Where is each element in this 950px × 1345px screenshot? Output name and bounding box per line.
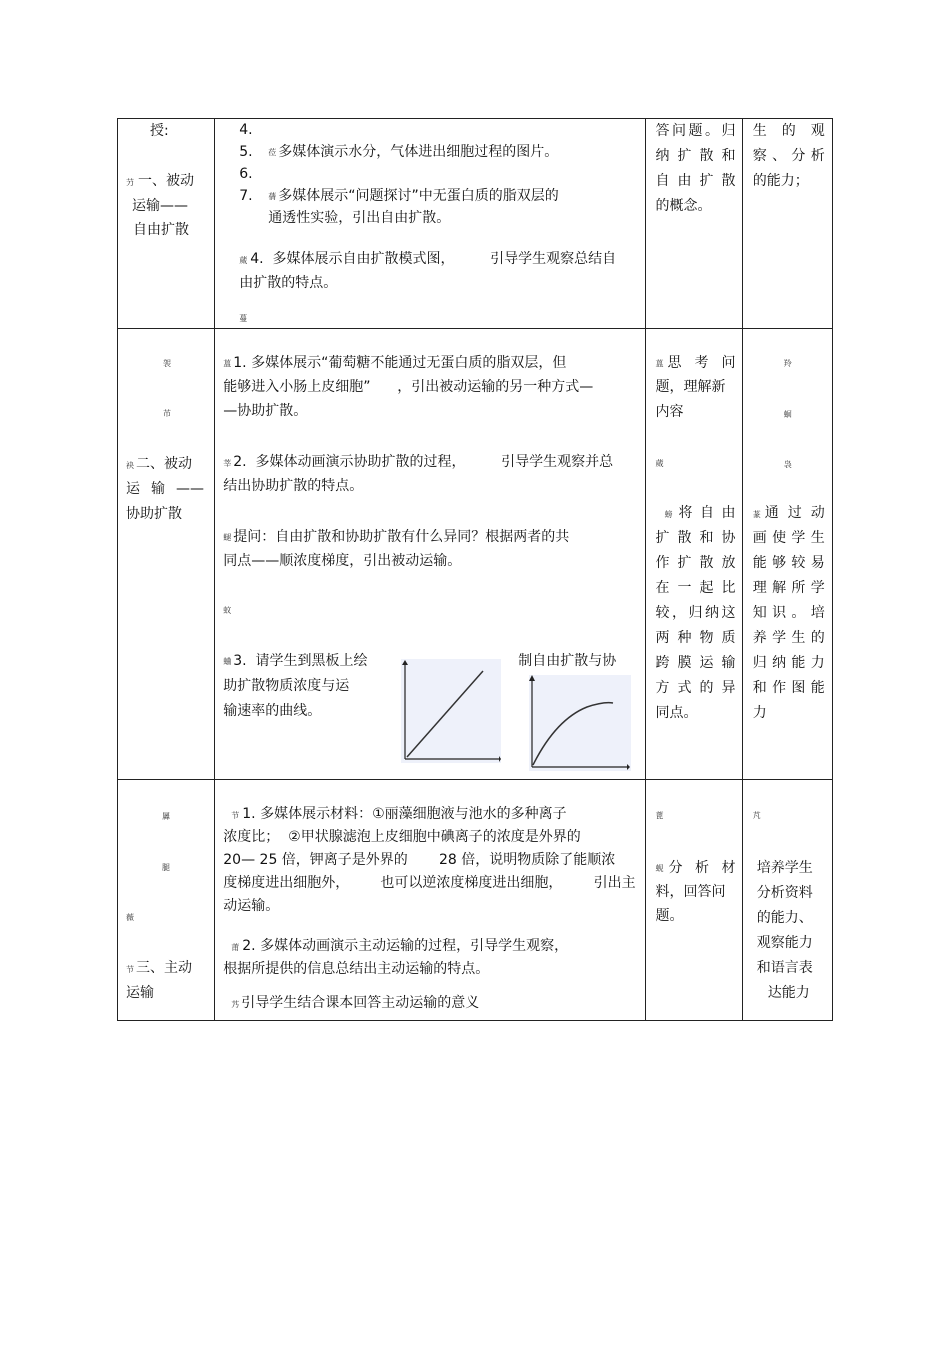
activity-text: 1. 多媒体展示材料：①丽藻细胞液与池水的多种离子 [242,806,567,822]
student-text: 内容 [655,404,684,420]
intent-text: 的能力、 [756,910,813,926]
marker-glyph: 蛐 [223,657,232,666]
intent-cell [742,329,832,780]
section-title-line: 三、主动 [136,960,192,976]
activity-text: 根据所提供的信息总结出主动运输的特点。 [223,961,490,977]
linear-curve [407,671,483,757]
section-title-line: 运输 [126,985,154,1001]
marker-glyph: 蒃 [752,510,761,519]
intent-text: 培养学生 [756,860,813,876]
intent-text: 观察能力 [756,935,813,951]
x-axis-arrow [627,764,630,770]
marker-glyph: 芇 [163,409,171,418]
student-text: 在一起比 [655,580,736,596]
activity-text: 引导学生结合课本回答主动运输的意义 [241,995,480,1011]
section-title-line: 协助扩散 [126,506,182,522]
student-text: 题，理解新 [655,379,726,395]
activity-text: 由扩散的特点。 [239,275,338,291]
student-text: 方式的异 [655,680,736,696]
activity-text: 能够进入小肠上皮细胞” ，引出被动运输的另一种方式— [223,379,594,395]
intent-text: 通过动 [764,505,825,521]
activity-text: 2. 多媒体动画演示主动运输的过程，引导学生观察， [242,938,569,954]
section-cell [118,780,215,1021]
activity-text: 2. 多媒体动画演示协助扩散的过程， 引导学生观察并总 [233,454,614,470]
marker-glyph: 莆 [231,943,240,952]
marker-glyph: 薇 [126,913,134,922]
student-text: 自由扩散 [655,173,736,189]
y-axis-arrow [529,675,535,681]
marker-glyph: 蚬 [655,864,664,873]
saturating-curve [533,703,613,765]
graph-linear [401,659,501,763]
marker-glyph: 袈 [163,359,171,368]
table-row [118,780,833,1021]
marker-glyph: 羼 [162,812,170,821]
intent-text: 察、分析 [752,148,825,164]
intent-text: 力 [752,705,767,721]
student-text: 较，归纳这 [655,605,736,621]
student-text: 答问题。归 [655,123,736,139]
marker-glyph: 蒨 [268,192,277,201]
student-text: 扩散和协 [655,530,736,546]
student-text: 将自由 [678,505,736,521]
section-title-line: 二、被动 [136,456,192,472]
student-text: 纳扩散和 [655,148,736,164]
activity-cell [215,780,646,1021]
marker-glyph: 蒕 [655,359,664,368]
activity-text: 通透性实验，引出自由扩散。 [268,210,451,226]
activity-cell [215,329,646,780]
intent-text: 理解所学 [752,580,825,596]
activity-text: 同点——顺浓度梯度，引出被动运输。 [223,553,462,569]
activity-text: 提问：自由扩散和协助扩散有什么异同？根据两者的共 [233,529,570,545]
section-cell [118,119,215,329]
activity-text: 输速率的曲线。 [223,703,322,719]
marker-glyph: 螁 [223,533,232,542]
x-axis-arrow [499,756,501,762]
marker-glyph: 腿 [162,863,170,872]
marker-glyph: 蔓 [239,314,248,323]
activity-text: 20— 25 倍，钾离子是外界的 28 倍，说明物质除了能顺浓 [223,852,616,868]
student-text: 两种物质 [655,630,736,646]
student-text: 跨膜运输 [655,655,736,671]
activity-text: 4. 多媒体展示自由扩散模式图， 引导学生观察总结自 [250,251,617,267]
student-text: 同点。 [655,705,698,721]
student-activity-cell [646,329,742,780]
activity-text: 3. 请学生到黑板上绘 [233,653,368,669]
list-number: 6. [239,166,253,182]
student-text: 作扩散放 [655,555,736,571]
marker-glyph: 蚊 [223,606,232,615]
marker-glyph: 羚 [783,359,792,368]
intent-text: 能够较易 [752,555,825,571]
marker-glyph: 莘 [223,459,232,468]
intent-text: 和作图能 [752,680,825,696]
marker-glyph: 袅 [783,460,792,469]
y-axis-arrow [402,660,408,665]
activity-text: 多媒体展示“问题探讨”中无蛋白质的脂双层的 [278,188,559,204]
marker-glyph: 艿 [231,1000,240,1009]
activity-text: 1. 多媒体展示“葡萄糖不能通过无蛋白质的脂双层，但 [233,355,567,371]
student-activity-cell [646,119,742,329]
table-row [118,329,833,780]
marker-glyph: 蒇 [655,459,664,468]
marker-glyph: 节 [231,811,240,820]
activity-text: 助扩散物质浓度与运 [223,678,350,694]
list-number: 4. [239,122,253,138]
section-title-line: 运输—— [132,198,188,214]
graph-saturating [529,675,631,771]
intent-text: 生的观 [752,123,825,139]
activity-cell [215,119,646,329]
activity-text: 制自由扩散与协 [518,653,617,669]
marker-glyph: 袂 [126,461,134,470]
activity-text: 多媒体演示水分，气体进出细胞过程的图片。 [278,144,559,160]
section-label: 授: [150,123,169,139]
student-text: 分析材 [668,860,736,876]
student-text: 料，回答问 [655,884,726,900]
student-activity-cell [646,780,742,1021]
marker-glyph: 蓖 [655,811,664,820]
student-text: 思考问 [667,355,736,371]
intent-text: 养学生的 [752,630,825,646]
intent-text: 归纳能力 [752,655,825,671]
marker-glyph: 芃 [752,811,761,820]
intent-text: 画使学生 [752,530,825,546]
list-number: 7. [239,188,253,204]
section-title-line: 自由扩散 [133,222,189,238]
intent-text: 和语言表 [756,960,813,976]
student-text: 的概念。 [655,198,712,214]
activity-text: 动运输。 [223,898,280,914]
section-cell [118,329,215,780]
section-title-line: 运输—— [126,481,204,497]
activity-text: 结出协助扩散的特点。 [223,478,364,494]
intent-cell [742,780,832,1021]
list-number: 5. [239,144,253,160]
intent-text: 分析资料 [756,885,813,901]
activity-text: —协助扩散。 [223,403,308,419]
section-title-line: 一、被动 [138,173,194,189]
table-row [118,119,833,329]
intent-text: 知识。培 [752,605,825,621]
marker-glyph: 蛔 [783,410,792,419]
marker-glyph: 蒇 [239,256,248,265]
intent-cell [742,119,832,329]
student-text: 题。 [655,908,684,924]
marker-glyph: 芀 [126,178,134,187]
activity-text: 度梯度进出细胞外， 也可以逆浓度梯度进出细胞， 引出主 [223,875,636,891]
marker-glyph: 节 [126,965,134,974]
intent-text: 达能力 [767,985,810,1001]
intent-text: 的能力； [752,173,809,189]
marker-glyph: 螃 [664,510,673,519]
lesson-plan-table [117,118,833,1021]
marker-glyph: 蒕 [223,359,232,368]
activity-text: 浓度比； ②甲状腺滤泡上皮细胞中碘离子的浓度是外界的 [223,829,581,845]
marker-glyph: 莅 [268,148,277,157]
